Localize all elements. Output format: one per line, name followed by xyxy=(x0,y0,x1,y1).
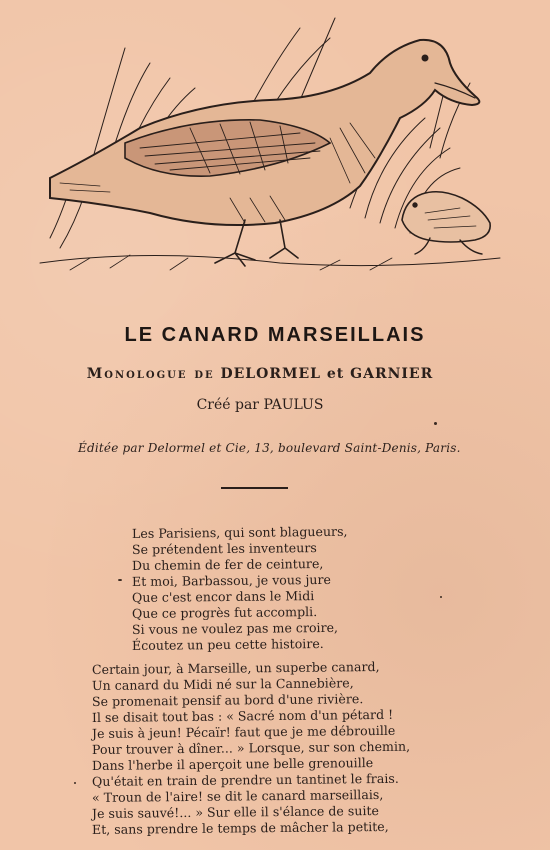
poem-line: Certain jour, à Marseille, un superbe canard, xyxy=(91,658,380,677)
page-title: LE CANARD MARSEILLAIS xyxy=(124,324,426,346)
poem-line: Je suis à jeun! Pécaïr! faut que je me débrouille xyxy=(91,722,396,741)
poem-line: Je suis sauvé!... » Sur elle il s'élance de suite xyxy=(91,802,380,821)
poem-line: Écoutez un peu cette histoire. xyxy=(131,635,324,653)
poem-line: Que c'est encor dans le Midi xyxy=(131,588,315,605)
poem-line: Si vous ne voulez pas me croire, xyxy=(131,619,339,637)
subtitle xyxy=(0,366,520,382)
poem-line: Les Parisiens, qui sont blagueurs, xyxy=(131,523,348,541)
poem-line: « Troun de l'aire! se dit le canard marseillais, xyxy=(91,786,384,805)
paper-speck xyxy=(440,596,442,598)
poem-line: Se promenait pensif au bord d'une rivière. xyxy=(91,691,364,709)
stanza-1 xyxy=(131,523,432,654)
poem-line: Un canard du Midi né sur la Cannebière, xyxy=(91,675,354,693)
poem-line: Du chemin de fer de ceinture, xyxy=(131,555,324,573)
poem-line: Se prétendent les inventeurs xyxy=(131,540,317,557)
creator-credit: Créé par PAULUS xyxy=(196,397,324,413)
paper-speck xyxy=(118,579,122,581)
stanza-2 xyxy=(91,658,472,838)
poem-line: Que ce progrès fut accompli. xyxy=(131,604,318,621)
duck-frog-illustration xyxy=(30,8,505,278)
paper-speck xyxy=(74,782,76,784)
poem-line: Pour trouver à dîner... » Lorsque, sur son chemin, xyxy=(91,738,411,757)
publisher-line: Éditée par Delormel et Cie, 13, boulevard Saint-Denis, Paris. xyxy=(78,441,461,455)
paper-speck xyxy=(434,422,437,425)
poem-line: Et moi, Barbassou, je vous jure xyxy=(131,571,331,589)
poem-line: Et, sans prendre le temps de mâcher la petite, xyxy=(91,818,389,837)
subtitle-genre: Monologue de xyxy=(86,366,215,382)
subtitle-authors: DELORMEL et GARNIER xyxy=(220,366,434,382)
divider-rule xyxy=(221,487,288,489)
poem-line: Il se disait tout bas : « Sacré nom d'un pétard ! xyxy=(91,706,394,725)
poem-line: Qu'était en train de prendre un tantinet le frais. xyxy=(91,770,399,789)
poem-line: Dans l'herbe il aperçoit une belle grenouille xyxy=(91,755,374,773)
